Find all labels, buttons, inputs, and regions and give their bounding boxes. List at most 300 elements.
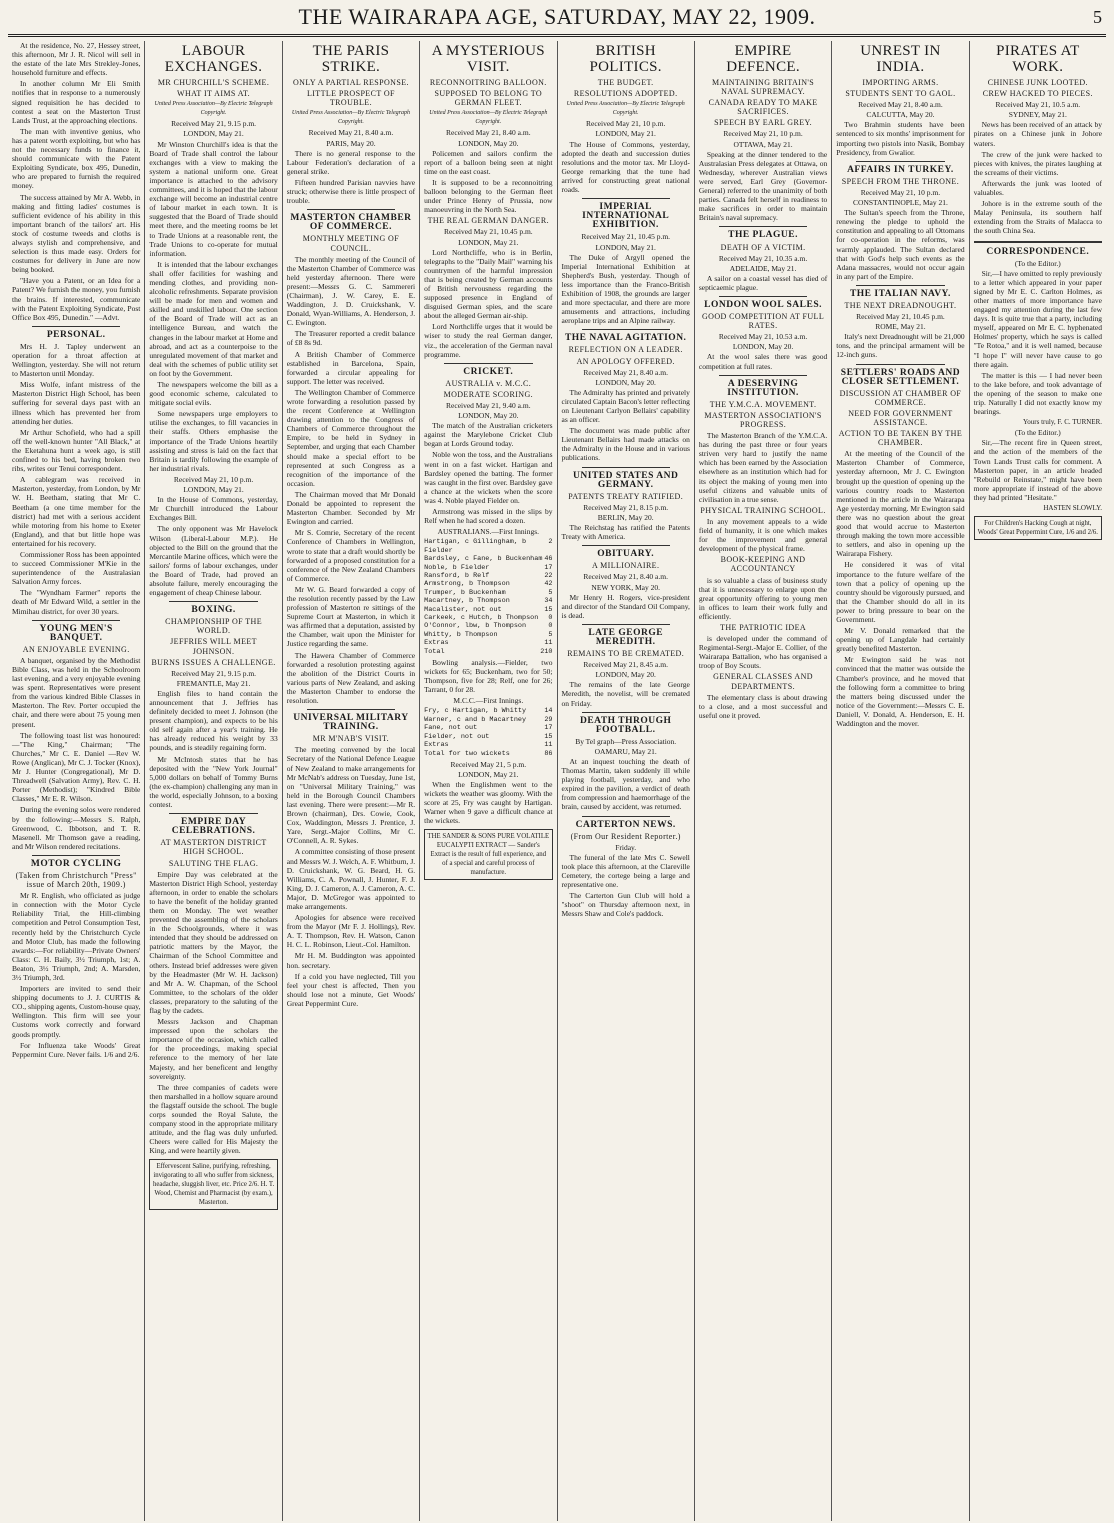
runs-value: 11 — [544, 741, 553, 750]
section-heading: YOUNG MEN'S BANQUET. — [39, 623, 113, 643]
dateline: Received May 21, 8.40 a.m. — [583, 367, 668, 377]
article-paragraph: At the wool sales there was good competition at full rates. — [698, 352, 828, 371]
sub-heading: REMAINS TO BE CREMATED. — [567, 649, 685, 659]
sub-heading: NEED FOR GOVERNMENT ASSISTANCE. — [848, 408, 953, 427]
score-row — [424, 724, 552, 732]
divider — [582, 816, 670, 817]
article-paragraph: Importers are invited to send their shipping documents to J. J. CURTIS & CO., shipping agents, Custom-house quay, Wellington. This firm will see your Customs work correctly and forward goods promptly. — [12, 984, 141, 1039]
batsman-name: Bardsley, c Fane, b Buckenham — [424, 555, 543, 564]
editor-line: (To the Editor.) — [1014, 258, 1061, 268]
headline: THE PARIS STRIKE. — [312, 43, 390, 75]
sub-heading: MASTERTON ASSOCIATION'S PROGRESS. — [704, 410, 822, 429]
page-number: 5 — [1092, 6, 1102, 27]
article-paragraph: At the meeting of the Council of the Masterton Chamber of Commerce, yesterday afternoon, Mr J. C. Ewington brought up the question of opening up the various country roads to Masterton mentioned in the article in the Wairarapa Age yesterday morning. Mr Ewington said there was no question about the great good that would accrue to Masterton through making the town more accessible to settlers, and also in opening up the Wairarapa Fishery. — [836, 449, 965, 559]
runs-value: 29 — [544, 715, 553, 724]
article-paragraph: News has been received of an attack by pirates on a Chinese junk in Johore waters. — [973, 120, 1102, 148]
article-paragraph: A cablegram was received in Masterton, yesterday, from London, by Mr W. H. Beetham, stating that Mr C. Beetham (a one time member for the district) had met with a serious accident while motoring from his home to Exeter (England), and that but little hope was entertained for his recovery. — [12, 475, 141, 548]
sub-heading: CHAMPIONSHIP OF THE WORLD. — [165, 617, 263, 636]
batsman-name: Fielder, not out — [424, 732, 490, 741]
dateline: LONDON, May 21. — [183, 485, 244, 495]
article-paragraph: When the Englishmen went to the wickets the weather was gloomy. With the score at 25, Fry was caught by Hartigan. Warner when 9 gave a difficult chance at the wickets. — [424, 780, 553, 826]
dateline: Received May 21, 8.40 a.m. — [446, 128, 531, 138]
signature: Yours truly, F. C. TURNER. — [1022, 418, 1102, 427]
batsman-name: Macalister, not out — [424, 605, 502, 614]
article-paragraph: Armstrong was missed in the slips by Relf when he had scored a dozen. — [424, 507, 553, 526]
divider — [307, 709, 395, 710]
article-paragraph: The Admiralty has printed and privately circulated Captain Bacon's letter reflecting on Lieutenant Carlyon Bellairs' capability as an officer. — [561, 387, 690, 425]
sub-heading: AN APOLOGY OFFERED. — [576, 356, 675, 366]
article-paragraph: The crew of the junk were hacked to pieces with knives, the pirates laughing at the screams of their victims. — [973, 149, 1102, 177]
score-row — [424, 589, 552, 597]
column-2 — [145, 41, 282, 1521]
dateline: Received May 21, 9.40 a.m. — [446, 401, 531, 410]
article-paragraph: A British Chamber of Commerce established in Barcelona, Spain, forwarded a circular appealing for support. The letter was received. — [286, 349, 416, 386]
batsman-name: Total — [424, 647, 445, 656]
dateline: LONDON, May 21. — [595, 242, 656, 252]
article-paragraph: There is no general response to the Labour Federation's declaration of a general strike. — [286, 148, 416, 176]
runs-value: 5 — [548, 588, 553, 597]
sub-heading: GOOD COMPETITION AT FULL RATES. — [702, 312, 825, 331]
sub-heading: THE Y.M.C.A. MOVEMENT. — [709, 399, 817, 409]
sub-heading: DEATH OF A VICTIM. — [720, 242, 806, 252]
dateline: SYDNEY, May 21. — [1008, 110, 1067, 120]
dateline: Received May 21, 8.15 p.m. — [583, 502, 669, 512]
score-row — [424, 648, 552, 656]
advertisement: "Have you a Patent, or an Idea for a Patent? We furnish the money, you furnish the brains. If interested, communicate with the Patent Exploiting Syndicate, Post Office Box 495, Dunedin." —Advt. — [12, 276, 141, 322]
runs-value: 11 — [544, 639, 553, 648]
divider — [856, 161, 944, 162]
section-heading: THE ITALIAN NAVY. — [849, 288, 951, 299]
runs-value: 86 — [544, 749, 553, 758]
article-paragraph: In any movement appeals to a wide field of humanity, it is one which makes for the improvement and general development of the physical frame. — [698, 516, 828, 554]
sub-heading: CANADA READY TO MAKE SACRIFICES. — [708, 98, 818, 117]
batsman-name: Trumper, b Buckenham — [424, 588, 506, 597]
dateline: Received May 21, 8.40 a.m. — [858, 100, 943, 110]
score-row — [424, 614, 552, 622]
batsman-name: Hartigan, c Gillingham, b Fielder — [424, 538, 527, 555]
article-paragraph: A sailor on a coastal vessel has died of septicaemic plague. — [698, 273, 828, 292]
divider — [582, 467, 670, 468]
dateline: PARIS, May 20. — [326, 138, 376, 148]
sub-heading: (Taken from Christchurch "Press" issue of March 20th, 1909.) — [15, 870, 137, 890]
batsman-name: Fry, c Hartigan, b Whitty — [424, 707, 527, 716]
column-3 — [283, 41, 420, 1521]
batsman-name: Whitty, b Thompson — [424, 630, 498, 639]
dateline: ROME, May 21. — [875, 322, 926, 332]
dateline: NEW YORK, May 20. — [591, 582, 660, 592]
article-paragraph: The remains of the late George Meredith, the novelist, will be cremated on Friday. — [561, 680, 690, 708]
article-paragraph: The Chairman moved that Mr Donald Donald be appointed to represent the Masterton Chamber. Seconded by Mr Ewington and carried. — [286, 489, 416, 527]
dateline: LONDON, May 21. — [183, 129, 244, 139]
sub-heading: WHAT IT AIMS AT. — [177, 89, 251, 99]
sub-heading: REFLECTION ON A LEADER. — [568, 345, 683, 355]
press-credit: United Press Association—By Electric Telegraph Copyright. — [291, 110, 410, 126]
article-paragraph: Speaking at the dinner tendered to the Australasian Press delegates at Ottawa, on Wednesday, wherever Australian views were served, Earl Grey (Governor-General) referred to the unanimity of both parties. Canada felt herself in readiness to make sacrifices in order to maintain Britain's naval supremacy. — [698, 149, 828, 223]
article-paragraph: A committee consisting of those present and Messrs W. J. Welch, A. F. Whitburn, J. D. Cruickshank, W. G. Beard, H. G. Williams, C. A. Pownall, J. Hunter, F. J. King, D. J. Cameron, A. J. Cameron, A. C. Major, D. McGregor was appointed to make arrangements. — [286, 847, 416, 911]
article-paragraph: The Treasurer reported a credit balance of £8 8s 9d. — [286, 329, 416, 348]
section-heading: OBITUARY. — [597, 549, 655, 560]
column-1 — [8, 41, 145, 1521]
article-paragraph: The man with inventive genius, who has a patent worth exploiting, but who has not the necessary funds to finance it, should communicate with the Patent Exploiting Syndicate, box 495, Dunedin, who are prepared to furnish the required money. — [12, 126, 141, 191]
article-paragraph: At the residence, No. 27, Hessey street, this afternoon, Mr J. R. Nicol will sell in the estate of the late Mrs Strekley-Jones, household furniture and effects. — [12, 41, 141, 78]
headline: EMPIRE DEFENCE. — [726, 43, 800, 75]
divider — [307, 209, 395, 210]
sub-heading: LITTLE PROSPECT OF TROUBLE. — [306, 89, 395, 108]
score-row — [424, 572, 552, 580]
article-paragraph: Fifteen hundred Parisian navvies have struck; otherwise there is little prospect of trouble. — [286, 177, 416, 206]
dateline: BERLIN, May 20. — [597, 512, 654, 522]
runs-value: 0 — [548, 622, 553, 631]
dateline: LONDON, May 20. — [458, 411, 519, 421]
sub-heading: MONTHLY MEETING OF COUNCIL. — [302, 234, 400, 253]
section-heading: MOTOR CYCLING — [30, 858, 122, 869]
headline: LABOUR EXCHANGES. — [164, 43, 263, 75]
dateline: CONSTANTINOPLE, May 21. — [853, 198, 948, 208]
article-paragraph: The document was made public after Lieutenant Bellairs had made attacks on the Admiralty in the House and in various publications. — [561, 426, 690, 463]
batsman-name: Carkeek, c Hutch, b Thompson — [424, 613, 539, 622]
runs-value: 17 — [544, 724, 553, 733]
article-paragraph: The only opponent was Mr Havelock Wilson (Liberal-Labour M.P.). He objected to the Bill on the ground that the Mercantile Marine offices, which were the sailors' forms of labour exchanges, under the Board of Trade, had proved an absolute failure, merely encouraging the engagement of cheap Chinese labour. — [149, 524, 278, 598]
divider — [582, 624, 670, 625]
editor-line: (To the Editor.) — [1014, 428, 1061, 438]
article-paragraph: The success attained by Mr A. Webb, in making and fitting ladies' costumes is sufficient evidence of his ability in this important branch of the tailors' art. His stock of costume tweeds and cloths is always stylish and comprehensive, and selection is thus made easy. Orders for costumes for delivery in June are now being booked. — [12, 192, 141, 275]
section-heading: MASTERTON CHAMBER OF COMMERCE. — [290, 213, 412, 233]
section-heading: LONDON WOOL SALES. — [704, 299, 822, 310]
advertisement: For Children's Hacking Cough at night, Woods' Great Peppermint Cure, 1/6 and 2/6. — [974, 516, 1102, 540]
sub-heading: BOOK-KEEPING AND ACCOUNTANCY — [720, 555, 806, 574]
score-heading: AUSTRALIANS.—First Innings. — [437, 527, 540, 537]
dateline: Friday. — [615, 842, 637, 852]
article-paragraph: The House of Commons, yesterday, adopted the death and succession duties resolutions and the motor tax. Mr Lloyd-George remarking that the tune had arrived for constructing great national roads. — [561, 139, 690, 195]
score-row — [424, 622, 552, 630]
dateline: Received May 21, 10.45 p.m. — [443, 227, 533, 237]
dateline: OTTAWA, May 21. — [733, 139, 793, 149]
runs-value: 5 — [548, 630, 553, 639]
article-paragraph: Mr Ewington said he was not convinced that the matter was outside the Chamber's province, and he moved that the following form a committee to bring the matters being discussed under the notice of the Government:—Messrs C. E. Daniell, V. Donald, A. Henderson, E. H. Waddington and the mover. — [836, 655, 965, 728]
article-paragraph: Mr McIntosh states that he has deposited with the "New York Journal" 5,000 dollars on behalf of Tommy Burns (the ex-champion) challenging any man in the world, especially Johnson, to a boxing contest. — [149, 754, 278, 810]
article-paragraph: During the evening solos were rendered by the following:—Messrs S. Ralph, Greenwood, C. Ibbotson, and T. R. Masenell. Mr Thomson gave a reading, and Mr Wilson rendered recitations. — [12, 805, 141, 851]
article-paragraph: Mr R. English, who officiated as judge in connection with the Motor Cycle Reliability Trial, the Hill-climbing competition and Petrol Consumption Test, recently held by the Christchurch Cycle and Motor Club, has made the following awards:—For reliability—Private Owners' Class: C. H. Baily, 3½ Triumph, 1st; A. Beaton, 3½ Triumph, 2nd; A. Marsden, 3½ Triumph, 3rd. — [12, 891, 141, 982]
batsman-name: Total for two wickets — [424, 749, 510, 758]
scorecard — [424, 707, 552, 757]
article-paragraph: The match of the Australian cricketers against the Marylebone Cricket Club began at Lords Ground today. — [424, 421, 553, 449]
press-credit: United Press Association—By Electric Telegraph Copyright. — [566, 101, 685, 117]
dateline: ADELAIDE, May 21. — [729, 263, 797, 273]
dateline: LONDON, May 20. — [595, 670, 656, 680]
article-paragraph: Mr W. G. Beard forwarded a copy of the resolution recently passed by the Law profession of Masterton re sittings of the Supreme Court at Masterton, in which it was affirmed that a deputation, assisted by the Chamber, wait upon the Minister for Justice regarding the same. — [286, 584, 416, 649]
batsman-name: Ransford, b Relf — [424, 571, 490, 580]
dateline: Received May 21, 10 p.m. — [723, 129, 803, 139]
article-paragraph: is developed under the command of Regimental-Sergt.-Major E. Collier, of the Wairarapa Battalion, who has organised a troop of Boy Scouts. — [698, 634, 828, 671]
runs-value: 34 — [544, 597, 553, 606]
runs-value: 210 — [540, 647, 553, 656]
sub-heading: CHINESE JUNK LOOTED. — [987, 78, 1088, 87]
sub-heading: AT MASTERTON DISTRICT HIGH SCHOOL. — [160, 838, 267, 857]
dateline: OAMARU, May 21. — [594, 746, 657, 756]
section-heading: PERSONAL. — [46, 329, 106, 340]
dateline: LONDON, May 21. — [458, 237, 519, 247]
article-paragraph: Empire Day was celebrated at the Masterton District High School, yesterday afternoon, in order to enable the scholars to have the benefit of the holiday granted them on Monday. The wet weather prevented the assembling of the scholars in the Schoolgrounds, where it was intended that they should be addressed on patriotic matters by the Mayor, the Chairman of the School Committee and others. Instead brief addresses were given by the Headmaster (Mr W. H. Jackson) and Mr A. W. Chapman, of the School Committee, to the scholars of the older classes, preparatory to the saluting of the flag by the cadets. — [149, 869, 278, 1015]
article-paragraph: For Influenza take Woods' Great Peppermint Cure. Never fails. 1/6 and 2/6. — [12, 1040, 141, 1059]
article-paragraph: Johore is in the extreme south of the Malay Peninsula, its southern half extending from the Straits of Malacca to the south China Sea. — [973, 199, 1102, 236]
runs-value: 17 — [544, 563, 553, 572]
divider — [974, 241, 1102, 243]
sub-heading: AN ENJOYABLE EVENING. — [22, 644, 130, 654]
runs-value: 14 — [544, 707, 553, 716]
score-row — [424, 631, 552, 639]
section-heading: CORRESPONDENCE. — [986, 246, 1090, 257]
runs-value: 15 — [544, 732, 553, 741]
score-row — [424, 580, 552, 588]
section-heading: BOXING. — [191, 605, 236, 616]
section-heading: IMPERIAL INTERNATIONAL EXHIBITION. — [582, 202, 670, 231]
article-paragraph: Mrs H. J. Tapley underwent an operation for a throat affection at Wellington, yesterday. She will not return to Masterton until Monday. — [12, 341, 141, 379]
section-heading: EMPIRE DAY CELEBRATIONS. — [171, 817, 256, 837]
sub-heading: THE BUDGET. — [597, 78, 654, 87]
headline: A MYSTERIOUS VISIT. — [431, 43, 545, 75]
dateline: Received May 21, 10.5 a.m. — [995, 100, 1081, 110]
batsman-name: Armstrong, b Thompson — [424, 580, 510, 589]
dateline: LONDON, May 21. — [595, 129, 656, 139]
article-paragraph: Commissioner Ross has been appointed to succeed Commissioner M'Kie in the superintendence of the Australasian Salvation Army forces. — [12, 549, 141, 587]
section-heading: A DESERVING INSTITUTION. — [727, 378, 799, 398]
batsman-name: Warner, c and b Macartney — [424, 715, 527, 724]
score-row — [424, 555, 552, 563]
sub-heading: RECONNOITRING BALLOON. — [429, 78, 547, 87]
article-paragraph: The Carterton Gun Club will hold a "shoot" on Thursday afternoon next, in Messrs Shaw and Cole's paddock. — [561, 891, 690, 919]
dateline: Received May 21, 9.15 p.m. — [171, 119, 257, 129]
section-heading: LATE GEORGE MEREDITH. — [588, 627, 664, 647]
article-paragraph: Afterwards the junk was looted of valuables. — [973, 178, 1102, 198]
section-heading: AFFAIRS IN TURKEY. — [847, 164, 954, 175]
runs-value: 2 — [548, 538, 553, 547]
article-paragraph: Lord Northcliffe, who is in Berlin, telegraphs to the "Daily Mail" warning his countrymen of the harmful impression that is being created by German accounts of British nervousness regarding the supposed presence in England of disguised German spies, and the scare about the alleged German air-ship. — [424, 247, 553, 321]
divider — [719, 296, 807, 297]
sub-heading: PHYSICAL TRAINING SCHOOL. — [700, 505, 826, 515]
article-paragraph: Mr V. Donald remarked that the opening up of Langdale had certainly greatly benefited Masterton. — [836, 626, 965, 654]
article-paragraph: The three companies of cadets were then marshalled in a hollow square around the flagstaff outside the school. The bugle corps sounded the Royal Salute, the company stood in the appropriate military attitude, and the flag was duly unfurled. Cheers were called for His Majesty the King, and were heartily given. — [149, 1082, 278, 1156]
divider — [169, 601, 257, 602]
article-paragraph: It is supposed to be a reconnoitring balloon belonging to the German fleet under Prince Henry of Prussia, now manoeuvring in the North Sea. — [424, 177, 553, 215]
columns — [8, 41, 1106, 1521]
column-6 — [695, 41, 832, 1521]
sub-heading: GENERAL CLASSES AND DEPARTMENTS. — [713, 672, 813, 691]
dateline: Received May 21, 10.53 a.m. — [718, 332, 808, 342]
batsman-name: Extras — [424, 741, 449, 750]
runs-value: 46 — [544, 555, 553, 564]
dateline: Received May 21, 10.35 a.m. — [718, 253, 808, 263]
advertisement: THE SANDER & SONS PURE VOLATILE EUCALYPTI EXTRACT — Sander's Extract is the result of full experience, and of a special and careful process of manufacture. — [424, 829, 552, 880]
headline: BRITISH POLITICS. — [589, 43, 662, 75]
sub-heading: RESOLUTIONS ADOPTED. — [573, 89, 678, 99]
signature: HASTEN SLOWLY. — [1043, 504, 1102, 513]
scorecard — [424, 538, 552, 656]
dateline: Received May 21, 8.45 a.m. — [583, 660, 668, 670]
article-paragraph: The funeral of the late Mrs C. Sewell took place this afternoon, at the Clareville Cemetery, the cortege being a large and representative one. — [561, 852, 690, 890]
article-paragraph: It is intended that the labour exchanges shall offer facilities for washing and mending clothes, and providing non-alcoholic refreshments. Separate provision will be made for men and women and skilled and unskilled labour. One section of the Board of Trade will act as an intelligence Bureau, and watch the changes in the labour market at Home and abroad, and act as a counterpoise to the unregulated movement of that market and deal with the schemes of public utility set on foot by the Government. — [149, 259, 278, 378]
sub-heading: THE NEXT DREADNOUGHT. — [844, 300, 957, 310]
article-paragraph: Lord Northcliffe urges that it would be wiser to study the real German danger, viz., the acceleration of the German naval programme. — [424, 322, 553, 359]
section-heading: THE PLAGUE. — [728, 230, 799, 241]
article-paragraph: Mr S. Comrie, Secretary of the recent Conference of Chambers in Wellington, wrote to state that a draft would shortly be forwarded of a proposed constitution for a conference of the New Zealand Chambers of Commerce. — [286, 528, 416, 583]
runs-value: 42 — [544, 580, 553, 589]
article-paragraph: Mr Winston Churchill's idea is that the Board of Trade shall control the labour exchanges with a view to making the system a national uniform one. Great importance is attached to the advisory committees, and it is hoped that the labour exchange will become an industrial centre of labour market in each town. It is suggested that the Board of Trade should meet there, and the meeting rooms be let to Trade Unions at a reasonable rent, the Trade Unions to co-operate for mutual information. — [149, 139, 278, 258]
dateline: LONDON, May 20. — [595, 377, 656, 387]
article-paragraph: is so valuable a class of business study that it is unnecessary to enlarge upon the great opportunity offering to young men in offices to learn their work fully and efficiently. — [698, 575, 828, 621]
score-row — [424, 750, 552, 758]
divider — [582, 329, 670, 330]
divider — [32, 620, 120, 621]
article-paragraph: The Wellington Chamber of Commerce wrote forwarding a resolution passed by the recent Conference at Wellington drawing attention to the Congress of Chambers of Commerce throughout the Empire, to be held in Sydney in September, and urging that each Chamber should make a special effort to be represented at such Congress as a recognition of the importance of the occasion. — [286, 387, 416, 488]
sub-heading: (From Our Resident Reporter.) — [570, 831, 681, 841]
section-heading: DEATH THROUGH FOOTBALL. — [579, 715, 672, 735]
headline: PIRATES AT WORK. — [996, 43, 1080, 75]
article-paragraph: Apologies for absence were received from the Mayor (Mr F. J. Hollings), Rev. A. T. Thompson, Rev. H. Watson, Canon H. C. L. Robinson, Lieut.-Col. Hamilton. — [286, 913, 416, 950]
divider — [582, 712, 670, 713]
article-paragraph: The meeting convened by the local Secretary of the National Defence League of New Zealand to make arrangements for Mr McNab's address on Tuesday, June 1st, on "Universal Military Training," was held in the Borough Council Chambers last evening. There were present:—Mr R. Brown (chairman), Drs. Cowie, Cook, Cox, Waddington, Messrs J. Prentice, J. Yare, Sergt.-Major Collins, Mr C. O'Connell, A. R. Sykes. — [286, 745, 416, 846]
article-paragraph: The Reichstag has ratified the Patents Treaty with America. — [561, 523, 690, 542]
article-paragraph: The monthly meeting of the Council of the Masterton Chamber of Commerce was held yesterday afternoon. There were present:—Messrs G. C. Sammereri (Chairman), J. W. Carey, E. E. Waddington, J. D. Cruickshank, V. Donald, Wyan-Williams, A. Henderson, J. C. Ewington. — [286, 254, 416, 328]
batsman-name: O'Connor, lbw, b Thompson — [424, 622, 527, 631]
masthead — [8, 0, 1106, 37]
headline: UNREST IN INDIA. — [860, 43, 941, 75]
press-credit: United Press Association—By Electric Telegraph Copyright. — [154, 101, 273, 117]
sub-heading: ACTION TO BE TAKEN BY THE CHAMBER. — [838, 429, 963, 448]
divider — [169, 813, 257, 814]
article-paragraph: Sir,—I have omitted to reply previously to a letter which appeared in your paper signed by Mr E. C. Carlton Holmes, as other matters of more importance have engaged my attention during the last few days. It is quite true that a party, including myself, appeared on Mr E. C. hyphenated Holmes' property, which he says is called "Te Rotoa," and it is well named, because "I hope I" will never have cause to go there again. — [973, 268, 1102, 369]
sub-heading: MODERATE SCORING. — [443, 389, 534, 399]
dateline: Received May 21, 5 p.m. — [450, 759, 527, 769]
article-paragraph: The matter is this — I had never been to the lake before, and took advantage of the opening of the season to make one trip. Naturally I did not exactly know my bearings. — [973, 370, 1102, 417]
dateline: LONDON, May 20. — [732, 342, 794, 352]
sub-heading: IMPORTING ARMS. — [862, 78, 939, 87]
runs-value: 0 — [548, 613, 553, 622]
section-heading: CARTERTON NEWS. — [575, 819, 676, 830]
dateline: LONDON, May 20. — [458, 138, 519, 148]
score-row — [424, 639, 552, 647]
article-paragraph: In another column Mr Eli Smith notifies that in response to a numerously signed requisition he has decided to contest a seat on the Masterton Trust Lands Trust, at the approaching elections. — [12, 79, 141, 125]
section-heading: SETTLERS' ROADS AND CLOSER SETTLEMENT. — [840, 367, 961, 387]
column-5 — [558, 41, 695, 1521]
sub-heading: THE REAL GERMAN DANGER. — [427, 216, 549, 226]
column-7 — [832, 41, 969, 1521]
dateline: Received May 21, 8.40 a.m. — [583, 572, 668, 582]
article-paragraph: He considered it was of vital importance to the future welfare of the town that a policy of opening up the country should be vigorously pursued, and that the Chamber should do all in its power to bring pressure to bear on the Government. — [836, 560, 965, 624]
article-paragraph: Miss Wolfe, infant mistress of the Masterton District High School, has been suffering for several days past with an illness which has prevented her from attending her duties. — [12, 380, 141, 426]
dateline: FREMANTLE, May 21. — [176, 678, 251, 688]
sub-heading: PATENTS TREATY RATIFIED. — [568, 491, 684, 501]
article-paragraph: In the House of Commons, yesterday, Mr Churchill introduced the Labour Exchanges Bill. — [149, 495, 278, 523]
sub-heading: AUSTRALIA v. M.C.C. — [445, 378, 532, 388]
article-paragraph: Noble won the toss, and the Australians went in on a fast wicket. Hartigan and Bardsley opened the batting. The former was caught in the first over. Bardsley gave a chance at the wickets when the score was 4. Noble played Fielder on. — [424, 450, 553, 505]
article-paragraph: Bowling analysis.—Fielder, two wickets for 65; Buckenham, two for 50; Thompson, five for 28; Relf, one for 26; Tarrant, 0 for 28. — [424, 658, 553, 695]
divider — [582, 198, 670, 199]
article-paragraph: Two Brahmin students have been sentenced to six months' imprisonment for importing two pistols into Nasik, Bombay Presidency, from Gwalior. — [836, 120, 965, 157]
runs-value: 15 — [544, 605, 553, 614]
divider — [32, 326, 120, 327]
sub-heading: BURNS ISSUES A CHALLENGE. — [151, 657, 276, 667]
column-4 — [420, 41, 557, 1521]
sub-heading: SUPPOSED TO BELONG TO GERMAN FLEET. — [434, 89, 543, 108]
article-paragraph: Mr H. M. Buddington was appointed hon. secretary. — [286, 951, 416, 970]
dateline: CALCUTTA, May 20. — [866, 110, 935, 120]
score-row — [424, 733, 552, 741]
article-paragraph: The elementary class is about drawing to a close, and a most successful and useful one it proved. — [698, 692, 828, 720]
batsman-name: Noble, b Fielder — [424, 563, 490, 572]
article-paragraph: The Masterton Branch of the Y.M.C.A. has during the past three or four years striven very hard to justify the name which has been earned by the Association elsewhere as an institution which had for its object the making of young men into useful citizens and valuable units of civilisation in a true sense. — [698, 431, 828, 504]
masthead-title: THE WAIRARAPA AGE, SATURDAY, MAY 22, 1909. — [298, 4, 816, 29]
article-paragraph: The Sultan's speech from the Throne, renewing the pledge to uphold the constitution and appealing to all Ottomans for co-operation in the reforms, was warmly applauded. The Sultan declared that with God's help such events as the Adana massacres, would not occur again in any part of the Empire. — [836, 208, 965, 281]
dateline: Received May 21, 10 p.m. — [860, 187, 941, 197]
score-heading: M.C.C.—First Innings. — [453, 696, 524, 706]
article-paragraph: If a cold you have neglected, Till you feel your chest is affected, Then you should lose not a minute, Get Woods' Great Peppermint Cure. — [286, 971, 416, 1008]
sub-heading: THE PATRIOTIC IDEA — [720, 622, 807, 632]
article-paragraph: Some newspapers urge employers to utilise the exchanges, to fill vacancies in their staffs. Others emphasise the importance of the Trade Unions heartily assisting and stress is laid on the fact that Britain is tardily following the example of her industrial rivals. — [149, 409, 278, 473]
article-paragraph: Messrs Jackson and Chapman impressed upon the scholars the importance of the occasion, which called for the proceedings, making special reference to the memory of her late Majesty, and her beneficent and lengthy sovereignty. — [149, 1017, 278, 1081]
sub-heading: A MILLIONAIRE. — [592, 561, 660, 571]
score-row — [424, 606, 552, 614]
divider — [856, 364, 944, 365]
article-paragraph: The following toast list was honoured:—"The King," Chairman; "The Churches," Mr C. E. Daniel —Rev W. Rowe (Anglican), Mr C. J. Tocker (Knox), Mr J. Hunter (Congregational), Mr D. Threadwell (Salvation Army), Rev. C. H. Porter (Methodist); "Kindred Bible Classes," Mr E. R. Wilson. — [12, 730, 141, 804]
sub-heading: MR CHURCHILL'S SCHEME. — [157, 78, 270, 87]
score-row — [424, 538, 552, 555]
sub-heading: SALUTING THE FLAG. — [168, 858, 259, 868]
score-row — [424, 707, 552, 715]
article-paragraph: A banquet, organised by the Methodist Bible Class, was held in the Schoolroom last evening, and a very enjoyable evening was spent. Representatives were present from the various kindred Bible Classes in Masterton. The Rev. Porter occupied the chair, and there were about 75 young men present. — [12, 655, 141, 729]
dateline: Received May 21, 10.45 p.m. — [856, 312, 945, 322]
sub-heading: SPEECH BY EARL GREY. — [714, 118, 813, 128]
article-paragraph: Mr Henry H. Rogers, vice-president and director of the Standard Oil Company, is dead. — [561, 592, 690, 620]
sub-heading: SPEECH FROM THE THRONE. — [841, 176, 960, 186]
section-heading: UNIVERSAL MILITARY TRAINING. — [293, 713, 409, 733]
divider — [32, 855, 120, 856]
divider — [582, 545, 670, 546]
article-paragraph: The Hawera Chamber of Commerce forwarded a resolution protesting against the abolition of the District Courts in various parts of New Zealand, and asking the Masterton Chamber to endorse the resolution. — [286, 650, 416, 705]
article-paragraph: The "Wyndham Farmer" reports the death of Mr Edward Wild, a settler in the Mimihau district, for over 30 years. — [12, 588, 141, 616]
article-paragraph: The Duke of Argyll opened the Imperial International Exhibition at Shepherd's Bush, yesterday. Though of less importance than the Franco-British Exhibition of 1908, the grounds are larger and more spectacular, and there are more amusements and attractions, including aeroplane trips and an Alpine railway. — [561, 252, 690, 326]
article-paragraph: Sir,—The recent fire in Queen street, and the action of the members of the Town Lands Trust calls for comment. A Masterton paper, in an article headed "Rebuild or Reinstate," might have been more appropriate if instead of the above they had printed "Hesitate." — [973, 438, 1102, 502]
score-row — [424, 741, 552, 749]
article-paragraph: At an inquest touching the death of Thomas Martin, taken suddenly ill while playing football, yesterday, and who expired in the pavilion, a verdict of death from compression and haemorrhage of the brain, caused by accident, was returned. — [561, 757, 690, 812]
dateline: Received May 21, 9.15 p.m. — [171, 668, 257, 678]
dateline: Received May 21, 10.45 p.m. — [581, 232, 671, 242]
article-paragraph: Italy's next Dreadnought will be 21,000 tons, and the principal armament will be 12-inch guns. — [836, 332, 965, 360]
divider — [444, 363, 532, 364]
press-credit: United Press Association—By Electric Telegraph Copyright. — [429, 110, 548, 126]
advertisement: Effervescent Saline, purifying, refreshing, invigorating to all who suffer from sickness, headache, sluggish liver, etc. Price 2/6. H. T. Wood, Chemist and Pharmacist (by exam.), Masterton. — [149, 1159, 277, 1210]
section-heading: CRICKET. — [463, 366, 514, 377]
dateline: By Tel graph—Press Association. — [575, 736, 677, 746]
section-heading: THE NAVAL AGITATION. — [564, 333, 687, 344]
dateline: Received May 21, 10 p.m. — [173, 474, 254, 484]
batsman-name: Macartney, b Thompson — [424, 597, 510, 606]
score-row — [424, 564, 552, 572]
dateline: LONDON, May 21. — [458, 770, 519, 779]
sub-heading: STUDENTS SENT TO GAOL. — [845, 89, 956, 99]
divider — [719, 375, 807, 376]
article-paragraph: The newspapers welcome the bill as a good economic scheme, calculated to mitigate social evils. — [149, 380, 278, 408]
article-paragraph: English files to hand contain the announcement that J. Jeffries has definitely decided to meet J. Johnson (the present champion), and expects to be his old self again after a year's training. He has already reduced his weight by 33 pounds, and is steadily regaining form. — [149, 688, 278, 753]
dateline: Received May 21, 10 p.m. — [586, 119, 666, 129]
column-8 — [970, 41, 1106, 1521]
sub-heading: DISCUSSION AT CHAMBER OF COMMERCE. — [839, 388, 962, 407]
dateline: Received May 21, 8.40 a.m. — [308, 128, 394, 138]
batsman-name: Extras — [424, 639, 449, 648]
score-row — [424, 716, 552, 724]
runs-value: 22 — [544, 571, 553, 580]
divider — [719, 226, 807, 227]
sub-heading: JEFFRIES WILL MEET JOHNSON. — [170, 637, 257, 656]
